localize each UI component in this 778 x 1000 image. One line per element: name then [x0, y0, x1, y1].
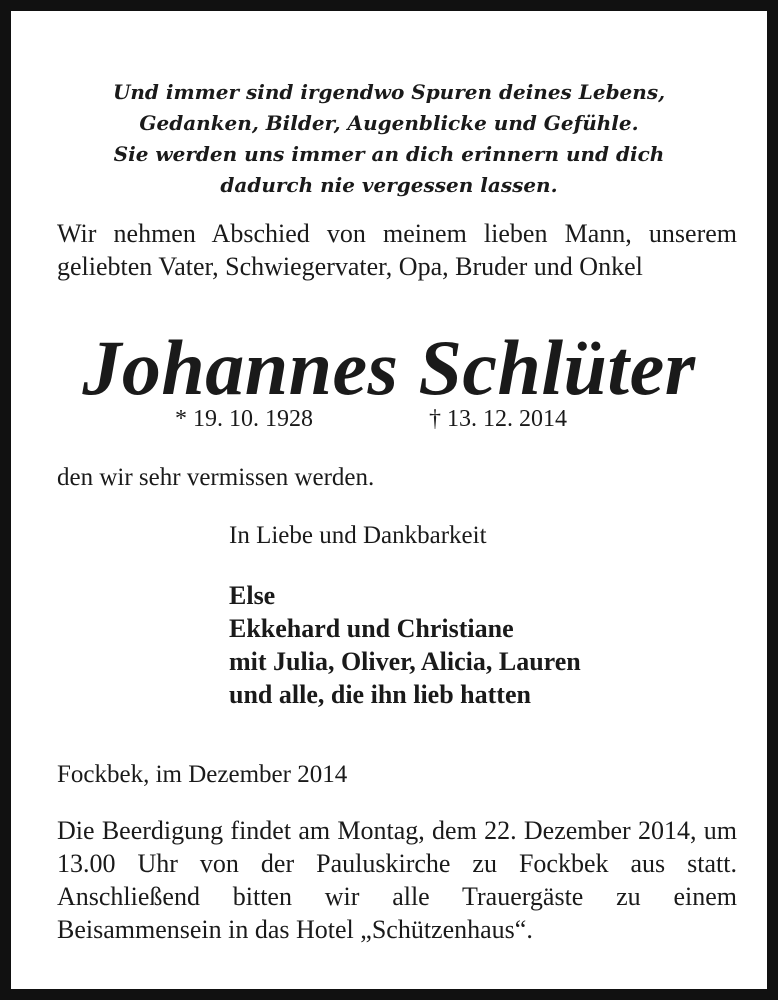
memorial-poem	[51, 77, 727, 201]
family-line: Else	[229, 581, 276, 610]
deceased-name: Johannes Schlüter	[82, 324, 696, 411]
miss-text: den wir sehr vermissen werden.	[57, 464, 375, 491]
family-signatures	[229, 579, 581, 711]
poem-line: Und immer sind irgendwo Spuren deines Lebens,	[112, 80, 666, 104]
family-line: Ekkehard und Christiane	[229, 614, 514, 643]
farewell-intro: Wir nehmen Abschied von meinem lieben Mann, unserem geliebten Vater, Schwiegervater, Opa, Bruder und Onkel	[57, 219, 737, 281]
birth-date: * 19. 10. 1928	[175, 406, 313, 432]
poem-line: dadurch nie vergessen lassen.	[220, 173, 558, 197]
family-line: mit Julia, Oliver, Alicia, Lauren	[229, 647, 581, 676]
family-line: und alle, die ihn lieb hatten	[229, 680, 531, 709]
place-date: Fockbek, im Dezember 2014	[57, 761, 348, 788]
death-date: † 13. 12. 2014	[429, 406, 567, 432]
funeral-info: Die Beerdigung findet am Montag, dem 22. Dezember 2014, um 13.00 Uhr von der Pauluskirche zu Fockbek aus statt. Anschließend bitten wir alle Trauergäste zu einem Beisammensein in das Hotel „Schützenhaus“.	[57, 816, 737, 944]
poem-line: Sie werden uns immer an dich erinnern und dich	[113, 142, 665, 166]
poem-line: Gedanken, Bilder, Augenblicke und Gefühle.	[139, 111, 639, 135]
closing-phrase: In Liebe und Dankbarkeit	[229, 522, 487, 549]
